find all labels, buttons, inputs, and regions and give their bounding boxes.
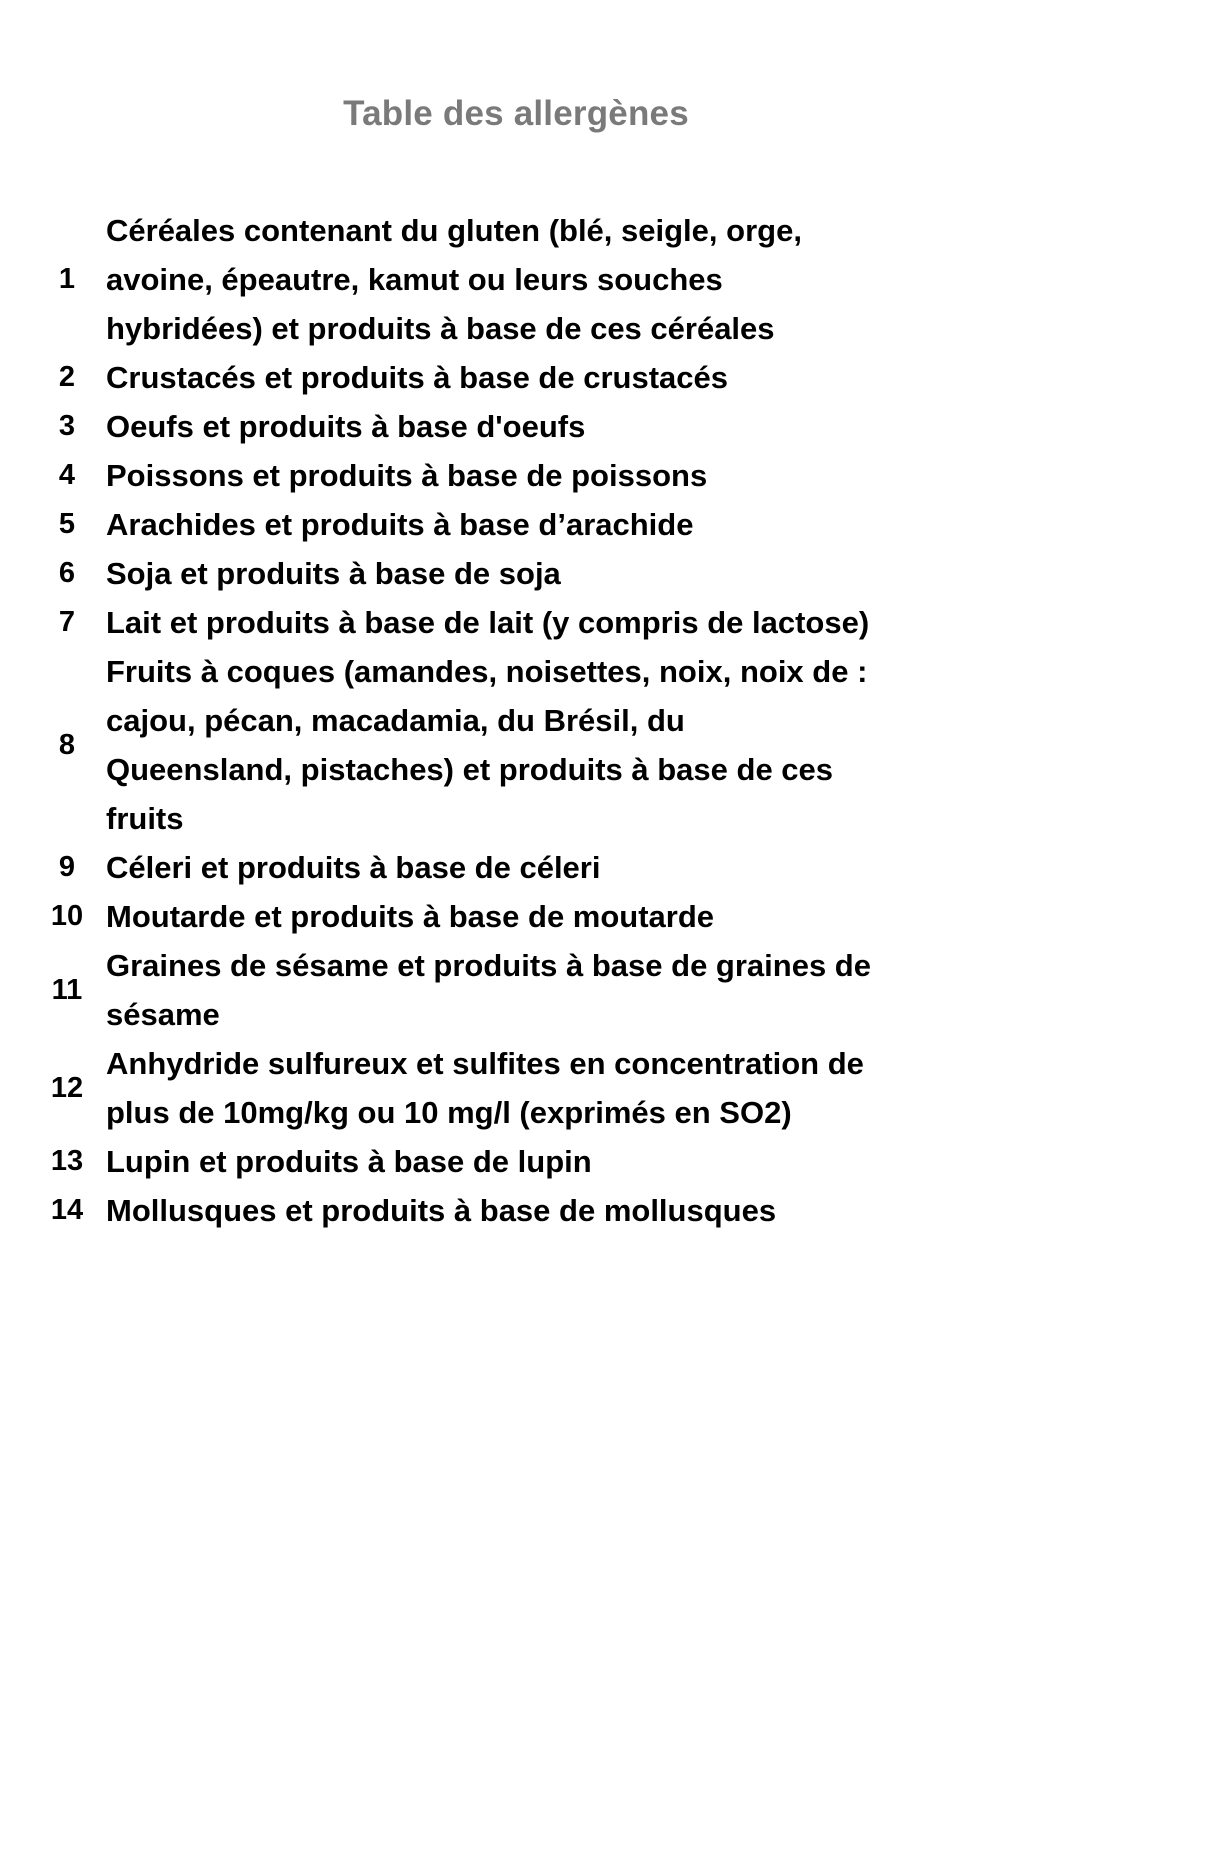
table-row	[28, 1186, 928, 1235]
allergen-number: 12	[50, 1071, 84, 1104]
allergen-description-line: Mollusques et produits à base de mollusques	[106, 1193, 777, 1228]
allergen-description	[106, 451, 928, 500]
allergen-description	[106, 1039, 928, 1137]
allergen-description	[106, 941, 928, 1039]
allergen-description-line: Anhydride sulfureux et sulfites en concentration de	[106, 1046, 864, 1081]
allergen-description-line: Poissons et produits à base de poissons	[106, 458, 708, 493]
table-row	[28, 206, 928, 353]
allergen-description	[106, 1137, 928, 1186]
table-row	[28, 892, 928, 941]
allergen-description	[106, 647, 928, 843]
allergen-description-line: Oeufs et produits à base d'oeufs	[106, 409, 586, 444]
allergen-number: 11	[51, 973, 83, 1006]
table-row	[28, 549, 928, 598]
allergen-description-line: hybridées) et produits à base de ces céréales	[106, 311, 775, 346]
allergen-number: 9	[58, 851, 76, 883]
allergen-description-line: Céréales contenant du gluten (blé, seigle, orge,	[106, 213, 802, 248]
allergen-description	[106, 598, 928, 647]
allergen-description-line: Arachides et produits à base d’arachide	[106, 507, 694, 542]
allergen-number: 5	[58, 508, 76, 540]
allergen-number: 7	[58, 606, 76, 638]
allergen-description-line: Moutarde et produits à base de moutarde	[106, 899, 715, 934]
allergen-number: 1	[58, 263, 76, 295]
allergen-number: 4	[58, 459, 76, 491]
allergen-description-line: Céleri et produits à base de céleri	[106, 850, 601, 885]
allergen-description-line: Lait et produits à base de lait (y compris de lactose)	[106, 605, 870, 640]
allergen-description-line: Graines de sésame et produits à base de graines de	[106, 948, 871, 983]
table-row	[28, 843, 928, 892]
allergen-description	[106, 1186, 928, 1235]
allergen-number: 13	[50, 1145, 84, 1177]
allergen-description	[106, 892, 928, 941]
table-row	[28, 451, 928, 500]
allergen-table	[28, 206, 928, 1235]
table-row	[28, 402, 928, 451]
allergen-number: 2	[58, 361, 76, 393]
allergen-description-line: cajou, pécan, macadamia, du Brésil, du	[106, 703, 685, 738]
allergen-description	[106, 353, 928, 402]
table-row	[28, 647, 928, 843]
allergen-description-line: fruits	[106, 801, 184, 836]
allergen-number: 14	[50, 1194, 84, 1226]
table-row	[28, 941, 928, 1039]
allergen-number: 6	[58, 557, 76, 589]
table-row	[28, 353, 928, 402]
table-row	[28, 500, 928, 549]
allergen-description	[106, 402, 928, 451]
allergen-description-line: Soja et produits à base de soja	[106, 556, 561, 591]
allergen-description	[106, 549, 928, 598]
allergen-description-line: plus de 10mg/kg ou 10 mg/l (exprimés en SO2)	[106, 1095, 792, 1130]
page-title: Table des allergènes	[343, 94, 689, 133]
allergen-description-line: Crustacés et produits à base de crustacés	[106, 360, 728, 395]
allergen-number: 10	[50, 900, 84, 932]
allergen-description-line: sésame	[106, 997, 220, 1032]
allergen-table-body	[28, 206, 928, 1235]
allergen-number: 3	[58, 410, 76, 442]
allergen-description-line: Lupin et produits à base de lupin	[106, 1144, 592, 1179]
allergen-description	[106, 206, 928, 353]
allergen-description-line: Fruits à coques (amandes, noisettes, noix, noix de :	[106, 654, 868, 689]
table-row	[28, 1039, 928, 1137]
table-row	[28, 598, 928, 647]
allergen-description-line: Queensland, pistaches) et produits à base de ces	[106, 752, 834, 787]
allergen-description	[106, 500, 928, 549]
allergen-number: 8	[58, 728, 76, 761]
allergen-description	[106, 843, 928, 892]
table-row	[28, 1137, 928, 1186]
allergen-description-line: avoine, épeautre, kamut ou leurs souches	[106, 262, 723, 297]
